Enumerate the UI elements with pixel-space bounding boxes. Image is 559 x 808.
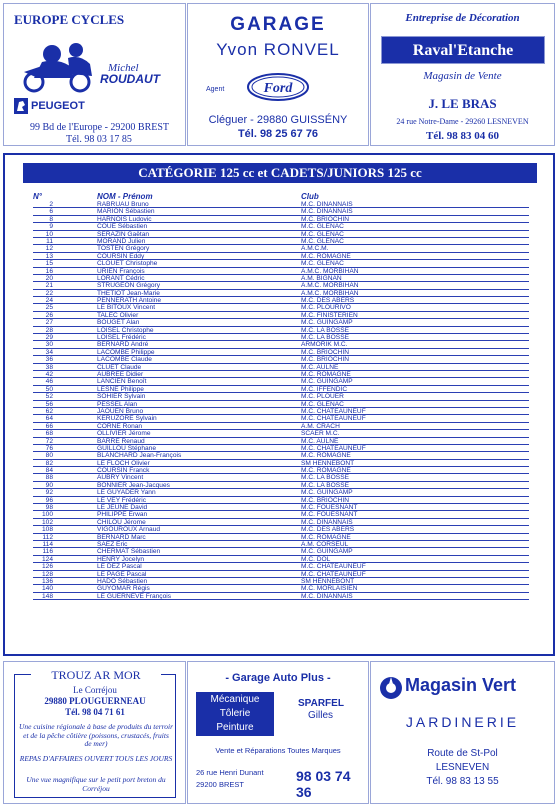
trouz-tel: Tél. 98 04 71 61 [65, 707, 125, 717]
result-name: BONNIER Jean-Jacques [97, 481, 170, 489]
result-club: M.C. PLOURIVO [301, 304, 351, 312]
trouz-meals: REPAS D'AFFAIRES OUVERT TOUS LES JOURS [19, 754, 173, 763]
result-row [33, 526, 529, 533]
result-club: A.M. CORSEUL [301, 540, 349, 548]
result-row [33, 415, 529, 422]
result-number: 80 [45, 452, 53, 460]
garage-owner: Yvon RONVEL [216, 40, 340, 59]
result-club: M.C. BRIOCHIN [301, 215, 349, 223]
result-club: M.C. ROMAGNE [301, 452, 351, 460]
result-name: COURSIN Franck [97, 467, 150, 475]
result-row [33, 511, 529, 518]
result-row [33, 327, 529, 334]
result-name: SAEZ Eric [97, 540, 128, 548]
result-number: 10 [45, 230, 53, 238]
result-club: SM HENNEBONT [301, 577, 355, 585]
result-club: M.C. ROMAGNE [301, 467, 351, 475]
result-row [33, 312, 529, 319]
result-club: M.C. CHATEAUNEUF [301, 570, 366, 578]
result-number: 26 [45, 311, 53, 319]
raval-address: 24 rue Notre-Dame - 29260 LESNEVEN [396, 117, 529, 126]
result-name: HADO Sébastien [97, 577, 148, 585]
result-name: RABRUAU Bruno [97, 201, 149, 208]
result-row [33, 231, 529, 238]
result-club: ARMORIK M.C. [301, 341, 348, 349]
result-club: M.C. BRIOCHIN [301, 348, 349, 356]
raval-tel: Tél. 98 83 04 60 [425, 130, 500, 142]
result-row [33, 563, 529, 570]
result-club: M.C. DINANNAIS [301, 201, 353, 208]
result-name: LE BITOUX Vincent [97, 304, 156, 312]
gap-tel: 98 03 74 36 [296, 768, 351, 800]
result-row [33, 349, 529, 356]
result-row [33, 556, 529, 563]
result-name: JAOUEN Bruno [97, 407, 144, 415]
result-club: M.C. GUINGAMP [301, 319, 353, 327]
result-row [33, 423, 529, 430]
result-club: M.C. GLENAC [301, 223, 344, 231]
magasin-vert-city: LESNEVEN [435, 762, 490, 773]
garage-agent-label: Agent [206, 86, 225, 93]
result-club: M.C. GUINGAMP [301, 548, 353, 556]
result-name: LACOMBE Philippe [97, 348, 155, 356]
top-ad-strip [3, 3, 555, 146]
magasin-vert-name: Magasin Vert [405, 675, 517, 695]
result-name: CORNE Ronan [97, 422, 143, 430]
result-number: 126 [41, 563, 53, 571]
magasin-vert-logo-icon [379, 676, 403, 700]
result-number: 30 [45, 341, 53, 349]
result-number: 124 [41, 555, 53, 563]
result-number: 92 [45, 489, 53, 497]
gap-sales: Vente et Réparations Toutes Marques [215, 746, 341, 755]
result-club: A.M.C. MORBIHAN [301, 267, 359, 275]
gap-address-street: 26 rue Henri Dunant [196, 768, 264, 777]
result-name: BERNARD Marc [97, 533, 146, 541]
result-number: 46 [45, 378, 53, 386]
result-club: A.M.C.M. [301, 245, 329, 253]
result-name: LE GUYADER Yann [97, 489, 156, 497]
gap-address-city: 29200 BREST [196, 780, 244, 789]
magasin-vert-subtitle: JARDINERIE [405, 714, 520, 730]
result-name: BOUGET Alan [97, 319, 140, 327]
result-number: 42 [45, 370, 53, 378]
result-row [33, 216, 529, 223]
result-club: M.C. CHATEAUNEUF [301, 407, 366, 415]
magasin-vert-tel: Tél. 98 83 13 55 [426, 776, 499, 787]
result-row [33, 319, 529, 326]
result-name: LE GUERNEVE François [97, 592, 172, 600]
ford-logo-text: Ford [263, 81, 293, 96]
result-row [33, 541, 529, 548]
trouz-frame [14, 668, 176, 798]
result-row [33, 438, 529, 445]
result-name: MORAND Julien [97, 237, 146, 245]
result-club: M.C. AULNE [301, 363, 339, 371]
result-row [33, 304, 529, 311]
result-name: THETIOT Jean-Marie [97, 289, 160, 297]
result-name: LOISEL Frédéric [97, 334, 146, 342]
result-club: M.C. IFFENDIC [301, 385, 348, 393]
result-number: 68 [45, 430, 53, 438]
result-number: 12 [45, 245, 53, 253]
result-number: 28 [45, 326, 53, 334]
result-row [33, 593, 529, 600]
ad-garage-auto-plus [187, 661, 369, 804]
result-name: SOHIER Sylvain [97, 393, 146, 401]
result-number: 20 [45, 274, 53, 282]
result-club: M.C. GUINGAMP [301, 489, 353, 497]
gap-service-peinture: Peinture [216, 722, 254, 733]
results-list [33, 201, 529, 600]
result-name: CHILOU Jérome [97, 518, 146, 526]
result-name: BLANCHARD Jean-François [97, 452, 182, 460]
result-row [33, 268, 529, 275]
result-club: A.M.C. MORBIHAN [301, 282, 359, 290]
result-club: A.M. CRACH [301, 422, 340, 430]
result-row [33, 585, 529, 592]
result-club: M.C. DES ABERS [301, 526, 355, 534]
result-club: M.C. DINANNAIS [301, 592, 353, 600]
result-number: 108 [41, 526, 53, 534]
magasin-vert-address: Route de St-Pol [427, 748, 498, 759]
result-row [33, 504, 529, 511]
result-club: M.C. DINANNAIS [301, 518, 353, 526]
result-number: 136 [41, 577, 53, 585]
result-name: LORANT Cédric [97, 274, 145, 282]
result-row [33, 223, 529, 230]
result-name: GUYOMAR Régis [97, 585, 150, 593]
result-row [33, 282, 529, 289]
ford-logo-icon [246, 72, 310, 102]
result-number: 16 [45, 267, 53, 275]
result-number: 76 [45, 444, 53, 452]
result-row [33, 371, 529, 378]
ad-raval-etanche [370, 3, 555, 146]
result-row [33, 548, 529, 555]
result-row [33, 275, 529, 282]
garage-tel: Tél. 98 25 67 76 [237, 128, 319, 140]
result-row [33, 238, 529, 245]
europe-cycles-title: EUROPE CYCLES [14, 12, 125, 27]
result-row [33, 460, 529, 467]
result-row [33, 356, 529, 363]
result-row [33, 393, 529, 400]
ad-europe-cycles [3, 3, 186, 146]
result-club: M.C. LA BOSSE [301, 326, 350, 334]
result-row [33, 534, 529, 541]
result-number: 2 [49, 201, 53, 208]
result-club: M.C. CHATEAUNEUF [301, 415, 366, 423]
result-row [33, 201, 529, 208]
result-name: LACOMBE Claude [97, 356, 152, 364]
result-name: LE VEY Frédéric [97, 496, 146, 504]
result-club: M.C. MORLAISIEN [301, 585, 358, 593]
result-number: 13 [45, 252, 53, 260]
result-row [33, 260, 529, 267]
garage-title: GARAGE [230, 14, 326, 35]
result-club: M.C. AULNE [301, 437, 339, 445]
result-row [33, 408, 529, 415]
trouz-place: Le Corréjou [73, 685, 117, 695]
result-number: 8 [49, 215, 53, 223]
result-name: TALEC Olivier [97, 311, 139, 319]
result-row [33, 578, 529, 585]
result-name: COUE Sébastien [97, 223, 148, 231]
trouz-city: 29880 PLOUGUERNEAU [44, 696, 146, 706]
result-number: 140 [41, 585, 53, 593]
result-row [33, 467, 529, 474]
result-club: M.C. CHATEAUNEUF [301, 563, 366, 571]
result-name: SERAZIN Gaëtan [97, 230, 150, 238]
result-row [33, 297, 529, 304]
result-club: M.C. GLENAC [301, 237, 344, 245]
result-name: LESNE Philippe [97, 385, 144, 393]
result-club: M.C. GLENAC [301, 400, 344, 408]
result-name: URIEN François [97, 267, 145, 275]
result-number: 11 [46, 237, 53, 245]
europe-tel: Tél. 98 03 17 85 [66, 134, 132, 145]
gap-service-tolerie: Tôlerie [219, 708, 251, 719]
result-name: VIGOUROUX Arnaud [97, 526, 161, 534]
result-club: M.C. FOUESNANT [301, 511, 358, 519]
result-number: 148 [41, 592, 53, 600]
result-club: SCAER M.C. [301, 430, 340, 438]
gap-owner-last: SPARFEL [298, 698, 344, 709]
raval-subtitle: Entreprise de Décoration [405, 12, 520, 24]
result-name: STRUGEON Grégory [97, 282, 161, 290]
garage-city: Cléguer - 29880 GUISSÉNY [208, 114, 348, 126]
result-row [33, 341, 529, 348]
result-name: COURSIN Eddy [97, 252, 145, 260]
ad-trouz-ar-mor [3, 661, 186, 804]
peugeot-lion-icon [14, 98, 28, 114]
result-number: 25 [45, 304, 53, 312]
result-number: 52 [45, 393, 53, 401]
result-number: 98 [45, 504, 53, 512]
gap-services-box [196, 692, 274, 736]
result-number: 84 [45, 467, 53, 475]
result-number: 112 [42, 533, 53, 541]
result-name: LANCIEN Benoît [97, 378, 147, 386]
peugeot-brand: PEUGEOT [31, 100, 85, 112]
europe-address: 99 Bd de l'Europe - 29200 BREST [30, 122, 170, 133]
result-club: M.C. ROMAGNE [301, 252, 351, 260]
result-number: 72 [45, 437, 53, 445]
raval-owner: J. LE BRAS [428, 96, 497, 111]
result-number: 38 [45, 363, 53, 371]
result-row [33, 208, 529, 215]
result-name: HENRY Jocelyn [97, 555, 145, 563]
results-panel [3, 153, 555, 656]
header-club: Club [301, 192, 319, 201]
result-row [33, 452, 529, 459]
result-name: BARRE Renaud [97, 437, 145, 445]
scooter-rider-illustration [12, 32, 102, 94]
result-club: M.C. BRIOCHIN [301, 496, 349, 504]
result-club: M.C. BRIOCHIN [301, 356, 349, 364]
result-name: CHERMAT Sébastien [97, 548, 161, 556]
result-club: M.C. LA BOSSE [301, 474, 350, 482]
result-name: HARNOIS Ludovic [97, 215, 152, 223]
result-club: M.C. DES ABERS [301, 297, 355, 305]
result-club: A.M. BIGNAN [301, 274, 342, 282]
result-number: 34 [45, 348, 53, 356]
result-number: 6 [49, 208, 53, 216]
result-row [33, 482, 529, 489]
category-title: CATÉGORIE 125 cc et CADETS/JUNIORS 125 cc [23, 163, 537, 183]
result-row [33, 290, 529, 297]
raval-name: Raval'Etanche [381, 36, 545, 64]
gap-service-mecanique: Mécanique [210, 694, 260, 705]
result-club: M.C. GLENAC [301, 260, 344, 268]
trouz-view: Une vue magnifique sur le petit port breton du Corréjou [26, 775, 166, 793]
result-number: 88 [45, 474, 53, 482]
result-row [33, 401, 529, 408]
header-name: NOM - Prénom [97, 192, 153, 201]
result-number: 62 [45, 407, 53, 415]
result-name: LE PAGE Pascal [97, 570, 147, 578]
result-name: LOISEL Christophe [97, 326, 154, 334]
trouz-name: TROUZ AR MOR [31, 668, 161, 683]
result-number: 116 [42, 548, 53, 556]
result-row [33, 497, 529, 504]
result-number: 56 [45, 400, 53, 408]
result-number: 128 [41, 570, 53, 578]
result-number: 9 [49, 223, 53, 231]
result-number: 21 [45, 282, 53, 290]
result-club: SM HENNEBONT [301, 459, 355, 467]
result-number: 50 [45, 385, 53, 393]
result-name: LE DEZ Pascal [97, 563, 142, 571]
result-name: LE FLOCH Olivier [97, 459, 150, 467]
result-number: 36 [45, 356, 53, 364]
result-row [33, 364, 529, 371]
result-number: 24 [45, 297, 53, 305]
europe-owner-last: ROUDAUT [100, 72, 160, 86]
result-club: M.C. PLOUER [301, 393, 344, 401]
result-row [33, 445, 529, 452]
result-club: A.M.C. MORBIHAN [301, 289, 359, 297]
result-row [33, 571, 529, 578]
result-row [33, 334, 529, 341]
result-number: 90 [45, 481, 53, 489]
result-club: M.C. LA BOSSE [301, 481, 350, 489]
result-row [33, 245, 529, 252]
result-number: 15 [45, 260, 53, 268]
result-club: M.C. ROMAGNE [301, 533, 351, 541]
result-name: PENNERATH Antoine [97, 297, 162, 305]
result-number: 66 [45, 422, 53, 430]
result-row [33, 378, 529, 385]
result-number: 114 [42, 540, 53, 548]
result-row [33, 430, 529, 437]
trouz-description: Une cuisine régionale à base de produits du terroir et de la pêche côtière (poissons, crustacés, fruits de mer) [19, 722, 174, 748]
result-row [33, 489, 529, 496]
result-club: M.C. DOL [301, 555, 331, 563]
result-club: M.C. CHATEAUNEUF [301, 444, 366, 452]
result-club: M.C. GUINGAMP [301, 378, 353, 386]
result-name: AUBREE Didier [97, 370, 144, 378]
result-name: KERUZORE Sylvain [97, 415, 157, 423]
result-club: M.C. ROMAGNE [301, 370, 351, 378]
result-number: 82 [45, 459, 53, 467]
europe-owner-first: Michel [108, 62, 139, 74]
result-name: MARION Sébastien [97, 208, 155, 216]
result-row [33, 474, 529, 481]
ad-garage-ronvel [187, 3, 369, 146]
gap-title: - Garage Auto Plus - [225, 672, 331, 684]
result-name: CLOUET Christophe [97, 260, 158, 268]
header-number: N° [33, 192, 42, 201]
result-number: 100 [41, 511, 53, 519]
result-name: BERNARD André [97, 341, 149, 349]
result-name: GUILLOU Stéphane [97, 444, 157, 452]
gap-owner-first: Gilles [308, 710, 334, 721]
result-row [33, 253, 529, 260]
result-number: 22 [45, 289, 53, 297]
result-club: M.C. FINISTERIEN [301, 311, 358, 319]
result-number: 29 [45, 334, 53, 342]
result-name: LE JEUNE David [97, 504, 148, 512]
result-number: 64 [45, 415, 53, 423]
result-row [33, 519, 529, 526]
result-row [33, 386, 529, 393]
result-club: M.C. LA BOSSE [301, 334, 350, 342]
result-name: CLUET Claude [97, 363, 142, 371]
result-club: M.C. FOUESNANT [301, 504, 358, 512]
bottom-ad-strip [3, 661, 555, 804]
result-name: TOSTEN Grégory [97, 245, 150, 253]
result-name: OLLIVIER Jérome [97, 430, 151, 438]
result-club: M.C. DINANNAIS [301, 208, 353, 216]
result-name: PHILIPPE Erwan [97, 511, 148, 519]
result-number: 96 [45, 496, 53, 504]
result-number: 102 [41, 518, 53, 526]
result-name: PESSEL Alan [97, 400, 138, 408]
raval-shop: Magasin de Vente [423, 70, 502, 82]
result-number: 27 [45, 319, 53, 327]
result-name: AUBRY Vincent [97, 474, 144, 482]
ad-magasin-vert [370, 661, 555, 804]
result-club: M.C. GLENAC [301, 230, 344, 238]
